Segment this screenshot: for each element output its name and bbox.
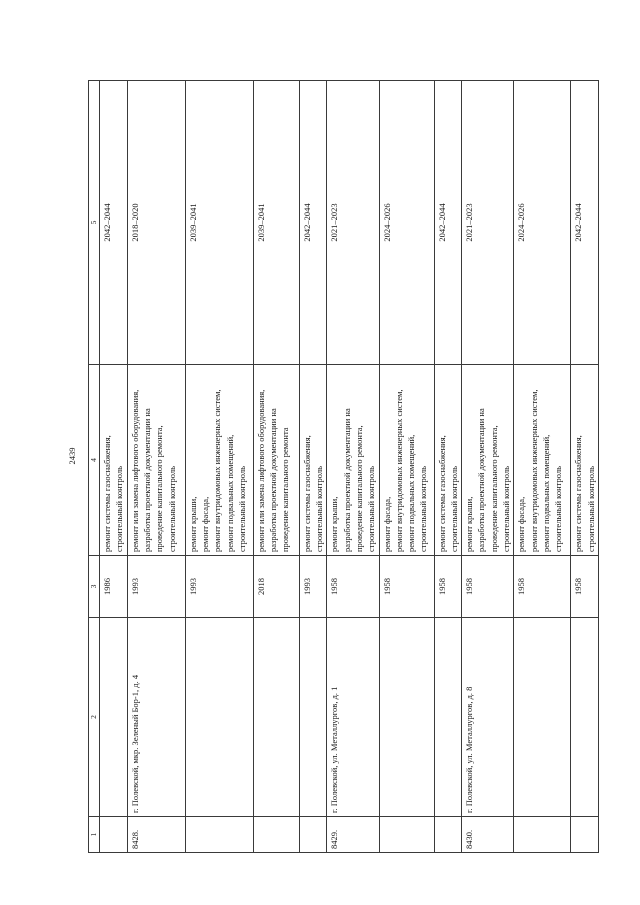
works-cell <box>100 365 128 556</box>
period-cell: 2039–2041 <box>185 81 253 365</box>
table-viewport <box>88 80 596 853</box>
work-item: ремонт системы газоснабжения, <box>301 435 312 552</box>
year-cell: 1993 <box>299 556 327 618</box>
year-cell: 1993 <box>185 556 253 618</box>
period-cell: 2021–2023 <box>327 81 379 365</box>
work-item: ремонт или замена лифтового оборудования, <box>129 389 140 552</box>
works-cell <box>514 365 571 556</box>
work-item: разработка проектной документации на <box>476 408 487 552</box>
work-item: строительный контроль <box>114 465 125 552</box>
work-item: проведение капитального ремонта, <box>488 425 499 552</box>
works-cell <box>127 365 185 556</box>
works-cell <box>253 365 299 556</box>
row-number-cell: 8429. <box>327 817 379 853</box>
work-item: проведение капитального ремонта <box>280 427 291 552</box>
works-cell <box>379 365 434 556</box>
address-cell <box>185 618 253 817</box>
work-item: ремонт внутридомовых инженерных систем, <box>212 389 223 552</box>
address-cell: г. Полевской, ул. Металлургов, д. 1 <box>327 618 379 817</box>
work-item: разработка проектной документации на <box>141 408 152 552</box>
year-cell: 2018 <box>253 556 299 618</box>
work-item: ремонт подвальных помещений, <box>406 434 417 552</box>
work-item: строительный контроль <box>553 465 564 552</box>
work-item: строительный контроль <box>366 465 377 552</box>
work-item: ремонт внутридомовых инженерных систем, <box>393 389 404 552</box>
row-number-cell <box>299 817 327 853</box>
period-cell: 2021–2023 <box>462 81 514 365</box>
works-cell <box>185 365 253 556</box>
row-number-cell <box>434 817 462 853</box>
works-cell <box>327 365 379 556</box>
work-item: ремонт подвальных помещений, <box>224 434 235 552</box>
address-cell <box>514 618 571 817</box>
rotated-table-wrapper <box>88 80 596 853</box>
address-cell <box>299 618 327 817</box>
work-item: ремонт системы газоснабжения, <box>436 435 447 552</box>
address-cell <box>100 618 128 817</box>
year-cell: 1958 <box>514 556 571 618</box>
address-cell: г. Полевской, мкр. Зеленый Бор-1, д. 4 <box>127 618 185 817</box>
period-cell: 2018–2020 <box>127 81 185 365</box>
work-item: разработка проектной документации на <box>341 408 352 552</box>
works-cell <box>462 365 514 556</box>
table-row <box>462 81 514 853</box>
row-number-cell <box>379 817 434 853</box>
table-row <box>379 81 434 853</box>
address-cell: г. Полевской, ул. Металлургов, д. 8 <box>462 618 514 817</box>
column-number: 5 <box>89 81 100 365</box>
column-number-row <box>89 81 100 853</box>
page-number: 2439 <box>67 447 77 465</box>
period-cell: 2039–2041 <box>253 81 299 365</box>
works-cell <box>299 365 327 556</box>
address-cell <box>379 618 434 817</box>
row-number-cell: 8428. <box>127 817 185 853</box>
row-number-cell <box>571 817 599 853</box>
works-cell <box>434 365 462 556</box>
work-item: ремонт фасада, <box>516 496 527 552</box>
period-cell: 2024–2026 <box>379 81 434 365</box>
table-row <box>571 81 599 853</box>
table-row <box>514 81 571 853</box>
period-cell: 2042–2044 <box>571 81 599 365</box>
column-number: 1 <box>89 817 100 853</box>
year-cell: 1993 <box>127 556 185 618</box>
work-item: проведение капитального ремонта, <box>154 425 165 552</box>
column-number: 4 <box>89 365 100 556</box>
table-row <box>253 81 299 853</box>
table-body <box>100 81 599 853</box>
work-item: строительный контроль <box>166 465 177 552</box>
period-cell: 2024–2026 <box>514 81 571 365</box>
year-cell: 1958 <box>327 556 379 618</box>
work-item: проведение капитального ремонта, <box>353 425 364 552</box>
table-row <box>299 81 327 853</box>
repair-schedule-table <box>88 80 599 853</box>
period-cell: 2042–2044 <box>434 81 462 365</box>
work-item: ремонт крыши, <box>464 496 475 552</box>
work-item: строительный контроль <box>236 465 247 552</box>
work-item: ремонт системы газоснабжения, <box>102 435 112 552</box>
work-item: ремонт подвальных помещений, <box>541 434 551 552</box>
work-item: ремонт крыши, <box>187 496 198 552</box>
column-number: 3 <box>89 556 100 618</box>
table-row <box>185 81 253 853</box>
work-item: строительный контроль <box>501 465 512 552</box>
period-cell: 2042–2044 <box>100 81 128 365</box>
year-cell: 1958 <box>462 556 514 618</box>
row-number-cell: 8430. <box>462 817 514 853</box>
row-number-cell <box>100 817 128 853</box>
works-cell <box>571 365 599 556</box>
work-item: ремонт или замена лифтового оборудования, <box>255 389 266 552</box>
table-row <box>327 81 379 853</box>
table-row <box>434 81 462 853</box>
work-item: строительный контроль <box>585 465 596 552</box>
table-row <box>100 81 128 853</box>
work-item: ремонт фасада, <box>381 496 392 552</box>
year-cell: 1958 <box>434 556 462 618</box>
address-cell <box>253 618 299 817</box>
work-item: строительный контроль <box>448 465 459 552</box>
row-number-cell <box>253 817 299 853</box>
year-cell: 1958 <box>571 556 599 618</box>
work-item: строительный контроль <box>418 465 429 552</box>
address-cell <box>571 618 599 817</box>
table-row <box>127 81 185 853</box>
work-item: ремонт системы газоснабжения, <box>573 435 584 552</box>
period-cell: 2042–2044 <box>299 81 327 365</box>
year-cell: 1958 <box>379 556 434 618</box>
work-item: строительный контроль <box>313 465 324 552</box>
work-item: ремонт фасада, <box>199 496 210 552</box>
address-cell <box>434 618 462 817</box>
year-cell: 1986 <box>100 556 128 618</box>
work-item: ремонт крыши, <box>329 496 340 552</box>
work-item: разработка проектной документации на <box>267 408 278 552</box>
row-number-cell <box>185 817 253 853</box>
work-item: ремонт внутридомовых инженерных систем, <box>528 389 539 552</box>
column-number: 2 <box>89 618 100 817</box>
row-number-cell <box>514 817 571 853</box>
